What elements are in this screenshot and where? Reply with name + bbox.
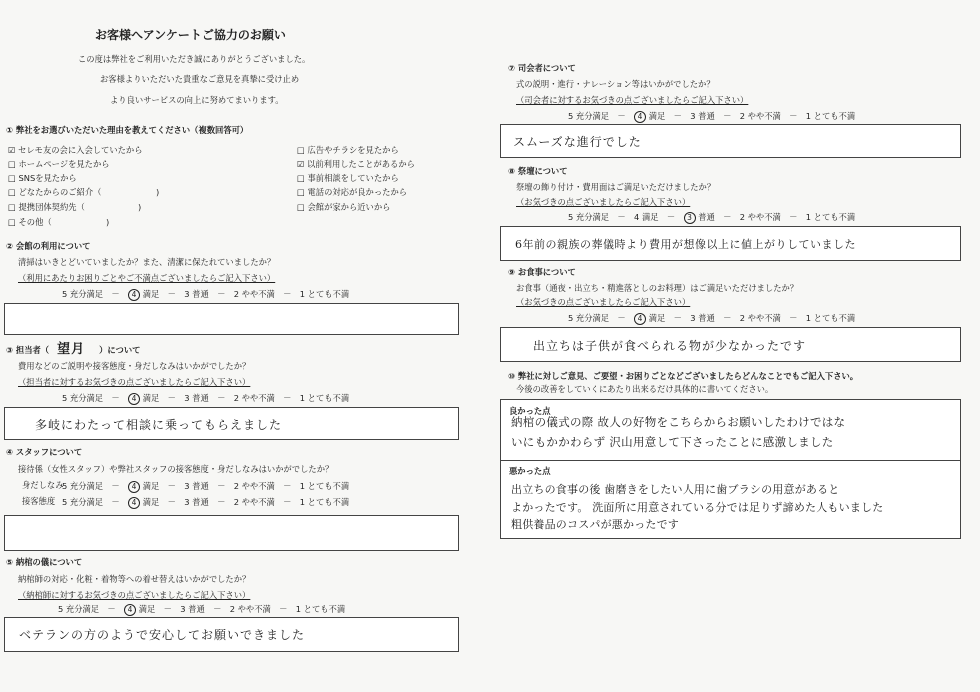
section-divider <box>501 460 960 461</box>
bad-points-label: 悪かった点 <box>509 466 551 476</box>
q7-note: （司会者に対するお気づきの点ございましたらご記入下さい） <box>516 95 749 105</box>
q1-option-1[interactable]: ☑ セレモ友の会に入会していたから <box>8 145 143 155</box>
q3-answer-box[interactable]: 多岐にわたって相談に乗ってもらえました <box>4 407 459 440</box>
intro-line-3: より良いサービスの向上に努めてまいります。 <box>110 95 284 105</box>
q1-option-r2[interactable]: ☑ 以前利用したことがあるから <box>297 159 415 169</box>
q5-answer-box[interactable]: ベテランの方のようで安心してお願いできました <box>4 617 459 652</box>
q9-note: （お気づきの点ございましたらご記入下さい） <box>516 297 691 307</box>
q5-rating-scale: 5 充分満足 － 4 満足 － 3 普通 － 2 やや不満 － 1 とても不満 <box>58 604 346 614</box>
q1-option-r5[interactable]: □ 会館が家から近いから <box>297 202 391 212</box>
q1-option-6[interactable]: □ その他（ <box>8 217 52 227</box>
bad-points-line-2: よかったです。 洗面所に用意されている分では足りず諦めた人もいました <box>511 501 884 514</box>
q7-title: ⑦ 司会者について <box>508 63 576 73</box>
q2-rating-scale: 5 充分満足 － 4 満足 － 3 普通 － 2 やや不満 － 1 とても不満 <box>62 289 350 299</box>
q3-title: ③ 担当者（ 望月 ）について <box>6 342 141 357</box>
q4-title: ④ スタッフについて <box>6 447 83 457</box>
q4-row1-label: 身だしなみ <box>22 480 64 490</box>
intro-line-2: お客様よりいただいた貴重なご意見を真摯に受け止め <box>100 74 300 84</box>
page-title: お客様へアンケートご協力のお願い <box>95 28 286 42</box>
q8-note: （お気づきの点ございましたらご記入下さい） <box>516 197 691 207</box>
q10-answer-box[interactable] <box>500 399 961 539</box>
q7-selected-4: 4 <box>634 111 646 123</box>
q1-option-r3[interactable]: □ 事前相談をしていたから <box>297 173 399 183</box>
q8-subtitle: 祭壇の飾り付け・費用面はご満足いただけましたか？ <box>516 182 716 192</box>
bad-points-line-3: 粗供養品のコスパが悪かったです <box>511 518 679 531</box>
q9-selected-4: 4 <box>634 313 646 325</box>
q4-row1-scale: 5 充分満足 － 4 満足 － 3 普通 － 2 やや不満 － 1 とても不満 <box>62 481 350 491</box>
q7-subtitle: 式の説明・進行・ナレーション等はいかがでしたか？ <box>516 79 715 89</box>
q1-option-3[interactable]: □ SNSを見たから <box>8 173 77 183</box>
q7-answer-box[interactable]: スムーズな進行でした <box>500 124 961 158</box>
q5-subtitle: 納棺師の対応・化粧・着物等への着せ替えはいかがでしたか？ <box>18 574 251 584</box>
good-points-line-2: いにもかかわらず 沢山用意して下さったことに感激しました <box>511 435 834 449</box>
q4-row1-selected-4: 4 <box>128 481 140 493</box>
q4-subtitle: 接待係（女性スタッフ）や弊社スタッフの接客態度・身だしなみはいかがでしたか？ <box>18 464 334 474</box>
q8-title: ⑧ 祭壇について <box>508 166 568 176</box>
q10-title: ⑩ 弊社に対しご意見、ご要望・お困りごとなどございましたらどんなことでもご記入下さい。 <box>508 371 859 381</box>
q9-rating-scale: 5 充分満足 － 4 満足 － 3 普通 － 2 やや不満 － 1 とても不満 <box>568 313 856 323</box>
q1-option-r1[interactable]: □ 広告やチラシを見たから <box>297 145 399 155</box>
q4-row2-selected-4: 4 <box>128 497 140 509</box>
q5-selected-4: 4 <box>124 604 136 616</box>
q1-option-2[interactable]: □ ホームページを見たから <box>8 159 110 169</box>
q9-title: ⑨ お食事について <box>508 267 576 277</box>
q3-subtitle: 費用などのご説明や接客態度・身だしなみはいかがでしたか？ <box>18 361 251 371</box>
q5-title: ⑤ 納棺の儀について <box>6 557 83 567</box>
good-points-line-1: 納棺の儀式の際 故人の好物をこちらからお願いしたわけではな <box>511 415 846 429</box>
bad-points-line-1: 出立ちの食事の後 歯磨きをしたい人用に歯ブラシの用意があると <box>511 483 840 496</box>
q8-rating-scale: 5 充分満足 － 4 満足 － 3 普通 － 2 やや不満 － 1 とても不満 <box>568 212 856 222</box>
q4-answer-box[interactable] <box>4 515 459 551</box>
q5-note: （納棺師に対するお気づきの点ございましたらご記入下さい） <box>18 590 251 600</box>
q2-answer-box[interactable] <box>4 303 459 335</box>
q2-title: ② 会館の利用について <box>6 241 91 251</box>
q10-subtitle: 今後の改善をしていくにあたり出来るだけ具体的に書いてください。 <box>516 384 774 394</box>
q1-option-5[interactable]: □ 提携団体契約先（ <box>8 202 85 212</box>
q1-title: ① 弊社をお選びいただいた理由を教えてください（複数回答可） <box>6 125 249 135</box>
staff-name: 望月 <box>57 342 86 357</box>
q8-selected-3: 3 <box>684 212 696 224</box>
q1-paren-close-5: ) <box>138 202 142 212</box>
q3-rating-scale: 5 充分満足 － 4 満足 － 3 普通 － 2 やや不満 － 1 とても不満 <box>62 393 350 403</box>
q8-answer-box[interactable]: 6年前の親族の葬儀時より費用が想像以上に値上がりしていました <box>500 226 961 261</box>
q9-answer-box[interactable]: 出立ちは子供が食べられる物が少なかったです <box>500 327 961 362</box>
q2-subtitle: 清掃はいきとどいていましたか？また、清潔に保たれていましたか？ <box>18 257 276 267</box>
q1-option-4[interactable]: □ どなたからのご紹介（ <box>8 187 102 197</box>
q1-paren-close-4: ) <box>156 187 160 197</box>
q3-note: （担当者に対するお気づきの点ございましたらご記入下さい） <box>18 377 251 387</box>
q4-row2-label: 接客態度 <box>22 496 56 506</box>
q9-subtitle: お食事（通夜・出立ち・精進落としのお料理）はご満足いただけましたか？ <box>516 283 799 293</box>
q3-selected-4: 4 <box>128 393 140 405</box>
q4-row2-scale: 5 充分満足 － 4 満足 － 3 普通 － 2 やや不満 － 1 とても不満 <box>62 497 350 507</box>
q1-option-r4[interactable]: □ 電話の対応が良かったから <box>297 187 408 197</box>
q7-rating-scale: 5 充分満足 － 4 満足 － 3 普通 － 2 やや不満 － 1 とても不満 <box>568 111 856 121</box>
good-points-label: 良かった点 <box>509 406 551 416</box>
q2-note: （利用にあたりお困りごとやご不満点ございましたらご記入下さい） <box>18 273 276 283</box>
intro-line-1: この度は弊社をご利用いただき誠にありがとうございました。 <box>78 54 311 64</box>
q2-selected-4: 4 <box>128 289 140 301</box>
q1-paren-close-6: ) <box>106 217 110 227</box>
